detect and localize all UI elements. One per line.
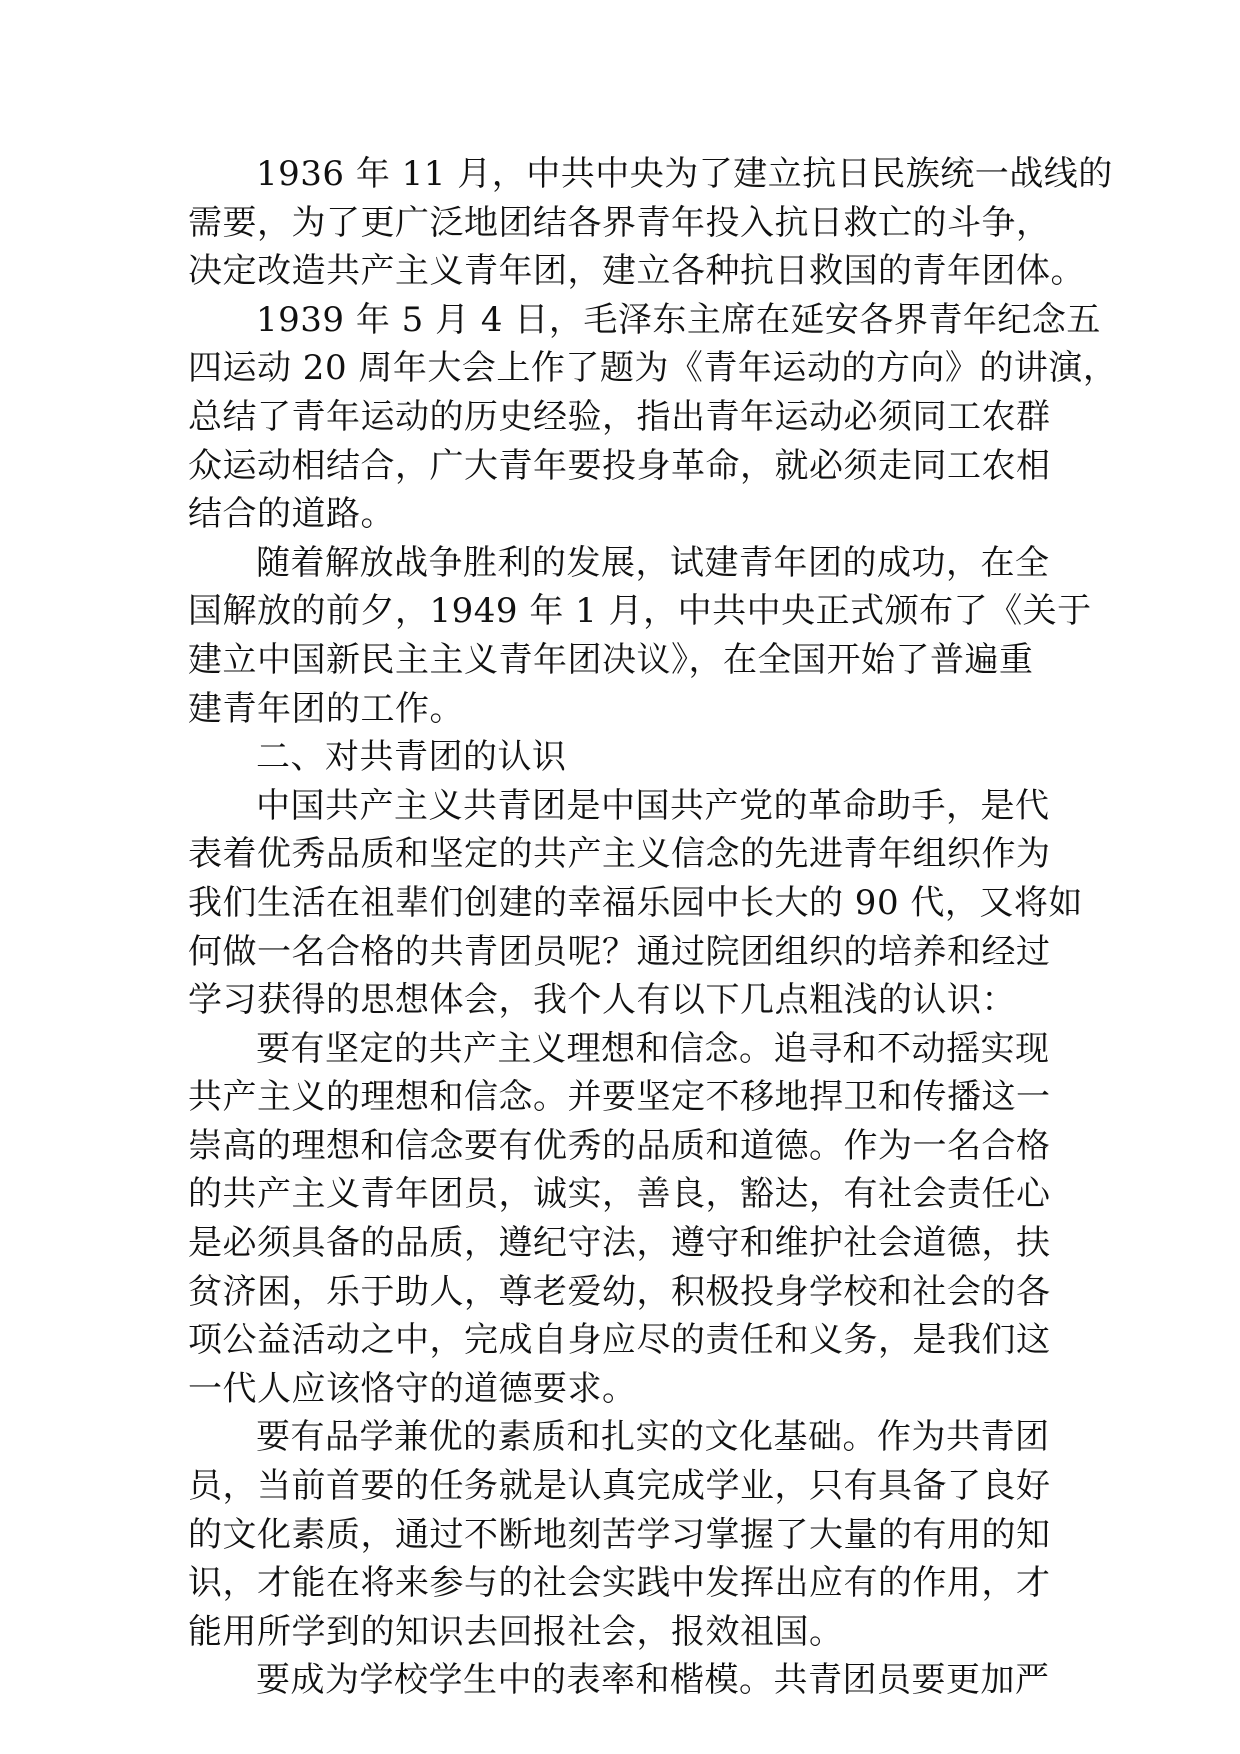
text-line: 众运动相结合，广大青年要投身革命，就必须走同工农相 [188, 445, 1051, 486]
text-line: 结合的道路。 [188, 494, 395, 535]
text-line: 中国共产主义共青团是中国共产党的革命助手，是代 [256, 785, 1050, 826]
text-line: 学习获得的思想体会，我个人有以下几点粗浅的认识： [188, 980, 1016, 1021]
text-line: 贫济困，乐于助人，尊老爱幼，积极投身学校和社会的各 [188, 1271, 1051, 1312]
text-line: 要成为学校学生中的表率和楷模。共青团员要更加严 [256, 1660, 1050, 1701]
document-body [188, 150, 1118, 1705]
text-line: 的共产主义青年团员，诚实，善良，豁达，有社会责任心 [188, 1174, 1051, 1215]
text-line: 要有坚定的共产主义理想和信念。追寻和不动摇实现 [256, 1028, 1050, 1069]
text-line: 需要，为了更广泛地团结各界青年投入抗日救亡的斗争， [188, 202, 1051, 243]
text-line: 一代人应该恪守的道德要求。 [188, 1368, 637, 1409]
text-line: 二、对共青团的认识 [256, 737, 567, 778]
text-line: 随着解放战争胜利的发展，试建青年团的成功，在全 [256, 542, 1050, 583]
text-line: 表着优秀品质和坚定的共产主义信念的先进青年组织作为 [188, 834, 1051, 875]
text-line: 是必须具备的品质，遵纪守法，遵守和维护社会道德，扶 [188, 1223, 1051, 1264]
text-line: 员，当前首要的任务就是认真完成学业，只有具备了良好 [188, 1466, 1051, 1507]
text-line: 1939 年 5 月 4 日，毛泽东主席在延安各界青年纪念五 [256, 299, 1101, 340]
text-line: 我们生活在祖辈们创建的幸福乐园中长大的 90 代，又将如 [188, 882, 1083, 923]
text-line: 总结了青年运动的历史经验，指出青年运动必须同工农群 [188, 396, 1051, 437]
text-line: 共产主义的理想和信念。并要坚定不移地捍卫和传播这一 [188, 1077, 1051, 1118]
text-line: 国解放的前夕，1949 年 1 月，中共中央正式颁布了《关于 [188, 591, 1092, 632]
text-line: 项公益活动之中，完成自身应尽的责任和义务，是我们这 [188, 1320, 1051, 1361]
text-line: 建立中国新民主主义青年团决议》，在全国开始了普遍重 [188, 639, 1034, 680]
text-line: 能用所学到的知识去回报社会，报效祖国。 [188, 1611, 844, 1652]
text-line: 崇高的理想和信念要有优秀的品质和道德。作为一名合格 [188, 1125, 1051, 1166]
text-line: 建青年团的工作。 [188, 688, 464, 729]
text-line: 识，才能在将来参与的社会实践中发挥出应有的作用，才 [188, 1563, 1051, 1604]
text-line: 四运动 20 周年大会上作了题为《青年运动的方向》的讲演， [188, 348, 1118, 389]
text-line: 决定改造共产主义青年团，建立各种抗日救国的青年团体。 [188, 251, 1085, 292]
text-line: 何做一名合格的共青团员呢？通过院团组织的培养和经过 [188, 931, 1051, 972]
text-line: 1936 年 11 月，中共中央为了建立抗日民族统一战线的 [256, 154, 1113, 194]
text-line: 要有品学兼优的素质和扎实的文化基础。作为共青团 [256, 1417, 1050, 1458]
text-line: 的文化素质，通过不断地刻苦学习掌握了大量的有用的知 [188, 1514, 1051, 1555]
